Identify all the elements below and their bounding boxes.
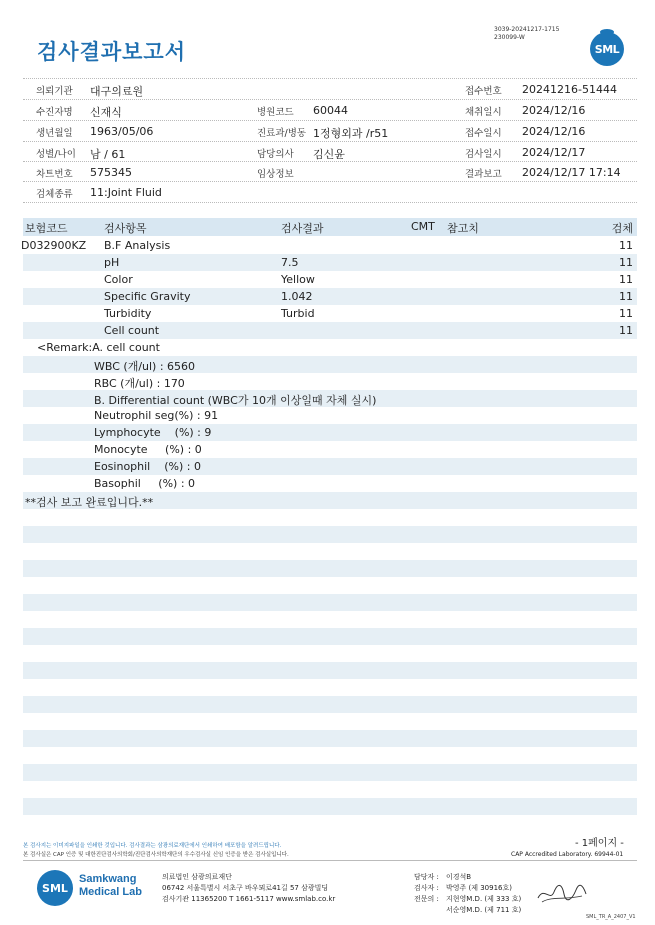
- test-item: Specific Gravity: [104, 290, 191, 303]
- signature-image: [536, 880, 588, 906]
- empty-row: [23, 628, 637, 645]
- samkwang-logo: SML: [37, 870, 73, 906]
- staff-list: [414, 872, 521, 916]
- footer-divider: [23, 860, 637, 861]
- staff-role: 검사자 :: [414, 884, 439, 892]
- empty-row: [23, 815, 637, 832]
- header-label: 생년월일: [36, 128, 73, 139]
- test-item: pH: [104, 256, 120, 269]
- header-value: 2024/12/16: [522, 104, 586, 117]
- header-divider: [23, 202, 637, 203]
- header-row: [23, 142, 637, 162]
- empty-row: [23, 679, 637, 696]
- insurance-code: D032900KZ: [21, 239, 87, 252]
- empty-row: [23, 713, 637, 730]
- remark-text: WBC (개/ul) : 6560: [94, 360, 196, 373]
- header-value: 2024/12/16: [522, 125, 586, 138]
- empty-row: [23, 560, 637, 577]
- remark-text: <Remark:A. cell count: [37, 341, 160, 354]
- header-value: 대구의료원: [90, 85, 144, 98]
- page-number: - 1페이지 -: [575, 838, 624, 849]
- table-row: [23, 271, 637, 288]
- header-label: 병원코드: [257, 107, 294, 118]
- header-row: [23, 162, 637, 182]
- results-table-body: [23, 237, 637, 832]
- empty-row: [23, 662, 637, 679]
- empty-row: [23, 645, 637, 662]
- results-table-header: [23, 218, 637, 236]
- remark-text: Neutrophil seg(%) : 91: [94, 409, 219, 422]
- table-row: [23, 288, 637, 305]
- header-label: 접수번호: [465, 86, 502, 97]
- header-label: 검사일시: [465, 149, 502, 160]
- header-value: 20241216-51444: [522, 83, 617, 96]
- remark-line: [23, 373, 637, 390]
- document-code: 3039-20241217-1715 230099-W: [494, 26, 560, 41]
- staff-entry: [414, 883, 521, 894]
- header-label: 성별/나이: [36, 149, 76, 160]
- footer-notes: [23, 842, 289, 860]
- remark-text: **검사 보고 완료입니다.**: [25, 496, 154, 509]
- col-specimen: 검체: [611, 222, 633, 235]
- test-result: 1.042: [281, 290, 313, 303]
- remark-text: Eosinophil (%) : 0: [94, 460, 201, 473]
- test-item: Cell count: [104, 324, 160, 337]
- cap-accreditation: CAP Accredited Laboratory. 69944-01: [511, 851, 624, 858]
- header-value: 2024/12/17 17:14: [522, 166, 621, 179]
- empty-row: [23, 798, 637, 815]
- remark-line: [23, 339, 637, 356]
- header-label: 채취일시: [465, 107, 502, 118]
- specimen-code: 11: [619, 324, 633, 337]
- staff-role: 전문의 :: [414, 895, 439, 903]
- header-value: 575345: [90, 166, 132, 179]
- table-row: [23, 237, 637, 254]
- header-value: 신재식: [90, 106, 122, 119]
- empty-row: [23, 594, 637, 611]
- remark-text: B. Differential count (WBC가 10개 이상일때 자체 실시): [94, 394, 377, 407]
- header-label: 임상정보: [257, 169, 294, 180]
- header-label: 진료과/병동: [257, 128, 307, 139]
- specimen-code: 11: [619, 307, 633, 320]
- specimen-code: 11: [619, 256, 633, 269]
- header-value: 남 / 61: [90, 148, 126, 161]
- staff-entry: [414, 894, 521, 905]
- header-value: 1963/05/06: [90, 125, 154, 138]
- table-row: [23, 254, 637, 271]
- samkwang-brand: Samkwang Medical Lab: [79, 873, 142, 898]
- header-value: 60044: [313, 104, 348, 117]
- empty-row: [23, 730, 637, 747]
- header-row: [23, 182, 637, 202]
- lab-address: 의료법인 삼광의료재단 06742 서울특별시 서초구 바우뫼로41길 57 삼광빌딩 검사기관 11365200 T 1661-5117 www.smlab.co.kr: [162, 873, 336, 903]
- staff-name: 이경석B: [446, 873, 472, 881]
- sml-logo: SML: [590, 32, 624, 66]
- col-insurance-code: 보험코드: [25, 222, 68, 235]
- table-row: [23, 305, 637, 322]
- remark-line: [23, 458, 637, 475]
- test-result: 7.5: [281, 256, 299, 269]
- header-label: 차트번호: [36, 169, 73, 180]
- remark-line: [23, 407, 637, 424]
- specimen-code: 11: [619, 239, 633, 252]
- empty-row: [23, 611, 637, 628]
- staff-name: 서순영M.D. (제 711 호): [446, 906, 522, 914]
- specimen-code: 11: [619, 290, 633, 303]
- staff-name: 지현영M.D. (제 333 호): [446, 895, 522, 903]
- header-value: 김신윤: [313, 148, 345, 161]
- remark-text: RBC (개/ul) : 170: [94, 377, 185, 390]
- header-row: [23, 121, 637, 141]
- header-value: 1정형외과 /r51: [313, 127, 389, 140]
- empty-row: [23, 526, 637, 543]
- empty-row: [23, 764, 637, 781]
- header-label: 결과보고: [465, 169, 502, 180]
- col-result: 검사결과: [281, 222, 324, 235]
- staff-entry: [414, 872, 521, 883]
- empty-row: [23, 577, 637, 594]
- header-label: 검체종류: [36, 189, 73, 200]
- footer-note-cap: 본 검사실은 CAP 인증 및 대한진단검사의학회/진단검사의학재단의 우수검사실 신임 인증을 받은 검사실입니다.: [23, 852, 289, 858]
- col-test-item: 검사항목: [104, 222, 147, 235]
- report-title: 검사결과보고서: [37, 40, 187, 64]
- empty-row: [23, 543, 637, 560]
- header-label: 수진자명: [36, 107, 73, 118]
- header-value: 2024/12/17: [522, 146, 586, 159]
- header-row: [23, 79, 637, 99]
- remark-line: [23, 475, 637, 492]
- remark-text: Lymphocyte (%) : 9: [94, 426, 212, 439]
- remark-line: [23, 356, 637, 373]
- test-result: Yellow: [281, 273, 315, 286]
- test-item: Turbidity: [104, 307, 152, 320]
- remark-line: [23, 424, 637, 441]
- footer-note-print: 본 검사지는 이미지파일을 인쇄한 것입니다. 검사결과는 삼광의료재단에서 인쇄하여 배포함을 알려드립니다.: [23, 843, 282, 849]
- staff-entry: [414, 905, 521, 916]
- remark-line: [23, 492, 637, 509]
- header-label: 의뢰기관: [36, 86, 73, 97]
- header-value: 11:Joint Fluid: [90, 186, 162, 199]
- specimen-code: 11: [619, 273, 633, 286]
- col-cmt: CMT: [411, 220, 435, 233]
- header-label: 담당의사: [257, 149, 294, 160]
- header-label: 접수일시: [465, 128, 502, 139]
- remark-line: [23, 390, 637, 407]
- empty-row: [23, 781, 637, 798]
- empty-row: [23, 696, 637, 713]
- staff-role: 담당자 :: [414, 873, 439, 881]
- remark-line: [23, 441, 637, 458]
- test-item: B.F Analysis: [104, 239, 171, 252]
- staff-name: 박영주 (제 30916호): [446, 884, 512, 892]
- empty-row: [23, 509, 637, 526]
- test-result: Turbid: [281, 307, 315, 320]
- table-row: [23, 322, 637, 339]
- header-row: [23, 100, 637, 120]
- form-version: SML_TR_A_2407_V1: [586, 914, 636, 920]
- col-reference: 참고치: [447, 222, 479, 235]
- empty-row: [23, 747, 637, 764]
- test-item: Color: [104, 273, 133, 286]
- remark-text: Monocyte (%) : 0: [94, 443, 202, 456]
- remark-text: Basophil (%) : 0: [94, 477, 196, 490]
